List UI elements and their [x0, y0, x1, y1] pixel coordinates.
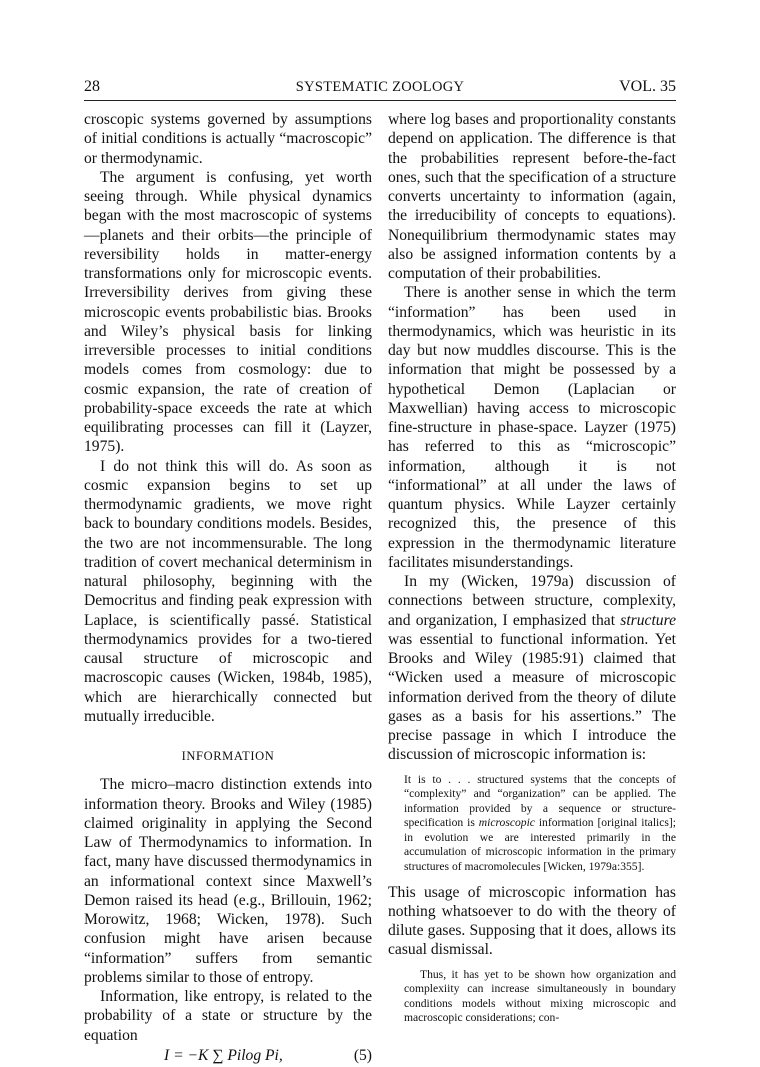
running-header: [84, 78, 676, 101]
block-quote: [404, 773, 676, 875]
quote-text: Thus, it has yet to be shown how organization and complexiity can increase simultaneously in boundary conditions models without mixing microscopic and macroscopic considerations; con-: [404, 967, 676, 1025]
emphasis: structure: [620, 611, 676, 629]
block-quote: [404, 968, 676, 1026]
paragraph: croscopic systems governed by assumptions of initial conditions is actually “macroscopic” or thermodynamic.: [84, 111, 372, 167]
paragraph: There is another sense in which the term “information” has been used in thermodynamics, which was heuristic in its day but now muddles discourse. This is the information that might be possessed by a hypothetical Demon (Laplacian or Maxwellian) having access to microscopic fine-structure in phase-space. Layzer (1975) has referred to this as “microscopic” information, although it is not “informational” at all under the laws of quantum physics. While Layzer certainly recognized this, the presence of this expression in the thermodynamic literature facilitates misunderstandings.: [388, 284, 676, 571]
section-heading: INFORMATION: [181, 749, 275, 763]
volume-label: VOL. 35: [619, 78, 676, 95]
equation-number: (5): [353, 1046, 372, 1064]
paragraph: The argument is confusing, yet worth seeing through. While physical dynamics began with the most macroscopic of systems—planets and their orbits—the principle of reversibility holds in matter-energy transformations only for microscopic events. Irreversibility derives from giving these microscopic events probabilistic bias. Brooks and Wiley’s physical basis for linking irreversible processes to initial conditions models comes from cosmology: due to cosmic expansion, the rate of creation of probability-space exceeds the rate at which equilibrating processes can fill it (Layzer, 1975).: [84, 168, 372, 456]
paragraph: I do not think this will do. As soon as cosmic expansion begins to set up thermodynamic gradients, we move right back to boundary conditions models. Besides, the two are not incommensurable. The long tradition of covert mechanical determinism in natural philosophy, beginning with the Democritus and finding peak expression with Laplace, is scientifically passé. Statistical thermodynamics provides for a two-tiered causal structure of microscopic and macroscopic causes (Wicken, 1984b, 1985), which are hierarchically connected but mutually irreducible.: [84, 457, 372, 725]
left-column: [84, 110, 372, 1067]
emphasis: microscopic: [478, 816, 535, 830]
quote-text-part: information [original italics]; in evolution we are interested primarily in the accumulation of microscopic information in the primary structures of macromolecules [Wicken, 1979a:355].: [404, 816, 677, 874]
paragraph: The micro–macro distinction extends into information theory. Brooks and Wiley (1985) claimed originality in applying the Second Law of Thermodynamics to information. In fact, many have discussed thermodynamics in an informational context since Maxwell’s Demon raised its head (e.g., Brillouin, 1962; Morowitz, 1968; Wicken, 1978). Such confusion might have arisen because “information” suffers from semantic problems similar to those of entropy.: [84, 776, 372, 986]
paragraph: where log bases and proportionality constants depend on application. The difference is that the probabilities represent before-the-fact ones, such that the specification of a structure converts uncertainty to information (again, the irreducibility of concepts to equations). Nonequilibrium thermodynamic states may also be assigned information contents by a computation of their probabilities.: [388, 111, 676, 282]
paragraph-text: In my (Wicken, 1979a) discussion of connections between structure, complexity, and organization, I emphasized that: [388, 573, 676, 629]
right-column: [388, 110, 676, 1034]
paragraph-text: was essential to functional information. Yet Brooks and Wiley (1985:91) claimed that “Wicken used a measure of microscopic information derived from the theory of dilute gases as a basis for his assertions.” The precise passage in which I introduce the discussion of microscopic information is:: [388, 630, 676, 764]
journal-title: SYSTEMATIC ZOOLOGY: [295, 79, 465, 95]
paragraph: [388, 572, 676, 765]
quote-text-part: It is to . . . structured systems that the concepts of “complexity” and “organization” can be applied. The information provided by a sequence or structure-specification is: [404, 772, 676, 830]
page-number: 28: [84, 78, 100, 95]
equation-expression: I = −K ∑ Pilog Pi,: [164, 1046, 283, 1064]
equation: [84, 1045, 372, 1067]
quote-text: [404, 773, 676, 875]
paragraph: This usage of microscopic information has nothing whatsoever to do with the theory of dilute gases. Supposing that it does, allows its casual dismissal.: [388, 883, 676, 959]
paragraph: Information, like entropy, is related to the probability of a state or structure by the equation: [84, 988, 372, 1044]
